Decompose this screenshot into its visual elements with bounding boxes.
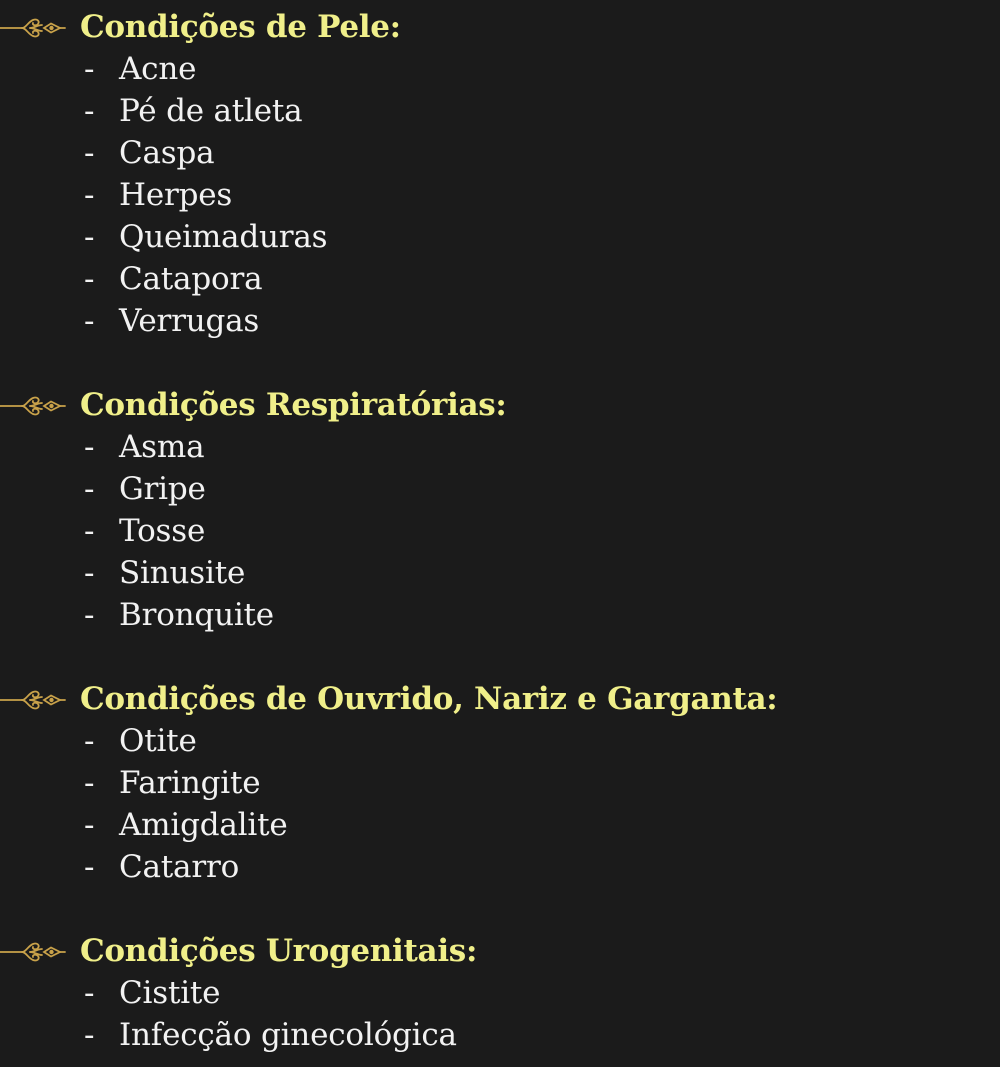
list-bullet: - — [84, 975, 95, 1011]
list-bullet: - — [84, 723, 95, 759]
document — [0, 6, 1000, 1056]
list-item — [0, 468, 1000, 510]
list-bullet: - — [84, 429, 95, 465]
list-item — [0, 174, 1000, 216]
list-item — [0, 720, 1000, 762]
section-heading — [0, 6, 1000, 48]
section-title: Condições Respiratórias: — [80, 387, 507, 423]
section-title: Condições de Ouvrido, Nariz e Garganta: — [80, 681, 778, 717]
list-item-label: Cistite — [119, 975, 221, 1011]
list-item — [0, 48, 1000, 90]
list-item — [0, 762, 1000, 804]
list-item-label: Infecção ginecológica — [119, 1017, 457, 1053]
section — [0, 6, 1000, 342]
list-bullet: - — [84, 1017, 95, 1053]
list-item — [0, 132, 1000, 174]
section — [0, 930, 1000, 1056]
list-item-label: Caspa — [119, 135, 215, 171]
list-bullet: - — [84, 51, 95, 87]
flourish-ornament-icon — [0, 936, 66, 968]
list-item-label: Bronquite — [119, 597, 274, 633]
list-item-label: Queimaduras — [119, 219, 328, 255]
list-item — [0, 552, 1000, 594]
list-item — [0, 300, 1000, 342]
section-title: Condições Urogenitais: — [80, 933, 478, 969]
section — [0, 384, 1000, 636]
section-title: Condições de Pele: — [80, 9, 401, 45]
list-item-label: Catapora — [119, 261, 263, 297]
flourish-ornament-icon — [0, 12, 66, 44]
list-item — [0, 972, 1000, 1014]
section-heading — [0, 384, 1000, 426]
list-item-label: Amigdalite — [119, 807, 288, 843]
list-item — [0, 594, 1000, 636]
list-item-label: Gripe — [119, 471, 206, 507]
list-item-label: Tosse — [119, 513, 206, 549]
list-item — [0, 216, 1000, 258]
list-item-label: Acne — [119, 51, 197, 87]
list-bullet: - — [84, 555, 95, 591]
list-item-label: Pé de atleta — [119, 93, 303, 129]
list-bullet: - — [84, 219, 95, 255]
list-item — [0, 846, 1000, 888]
flourish-ornament-icon — [0, 684, 66, 716]
list-item-label: Faringite — [119, 765, 261, 801]
list-bullet: - — [84, 261, 95, 297]
section — [0, 678, 1000, 888]
list-bullet: - — [84, 807, 95, 843]
flourish-ornament-icon — [0, 390, 66, 422]
list-item-label: Sinusite — [119, 555, 246, 591]
list-item-label: Otite — [119, 723, 197, 759]
list-item-label: Verrugas — [119, 303, 260, 339]
section-heading — [0, 678, 1000, 720]
list-bullet: - — [84, 597, 95, 633]
section-heading — [0, 930, 1000, 972]
list-bullet: - — [84, 177, 95, 213]
list-bullet: - — [84, 471, 95, 507]
list-bullet: - — [84, 765, 95, 801]
list-bullet: - — [84, 513, 95, 549]
list-item-label: Catarro — [119, 849, 240, 885]
list-item — [0, 1014, 1000, 1056]
list-item-label: Herpes — [119, 177, 233, 213]
list-item — [0, 426, 1000, 468]
list-item — [0, 258, 1000, 300]
list-item — [0, 90, 1000, 132]
list-bullet: - — [84, 849, 95, 885]
list-bullet: - — [84, 93, 95, 129]
list-item — [0, 510, 1000, 552]
list-item — [0, 804, 1000, 846]
list-item-label: Asma — [119, 429, 205, 465]
list-bullet: - — [84, 303, 95, 339]
list-bullet: - — [84, 135, 95, 171]
